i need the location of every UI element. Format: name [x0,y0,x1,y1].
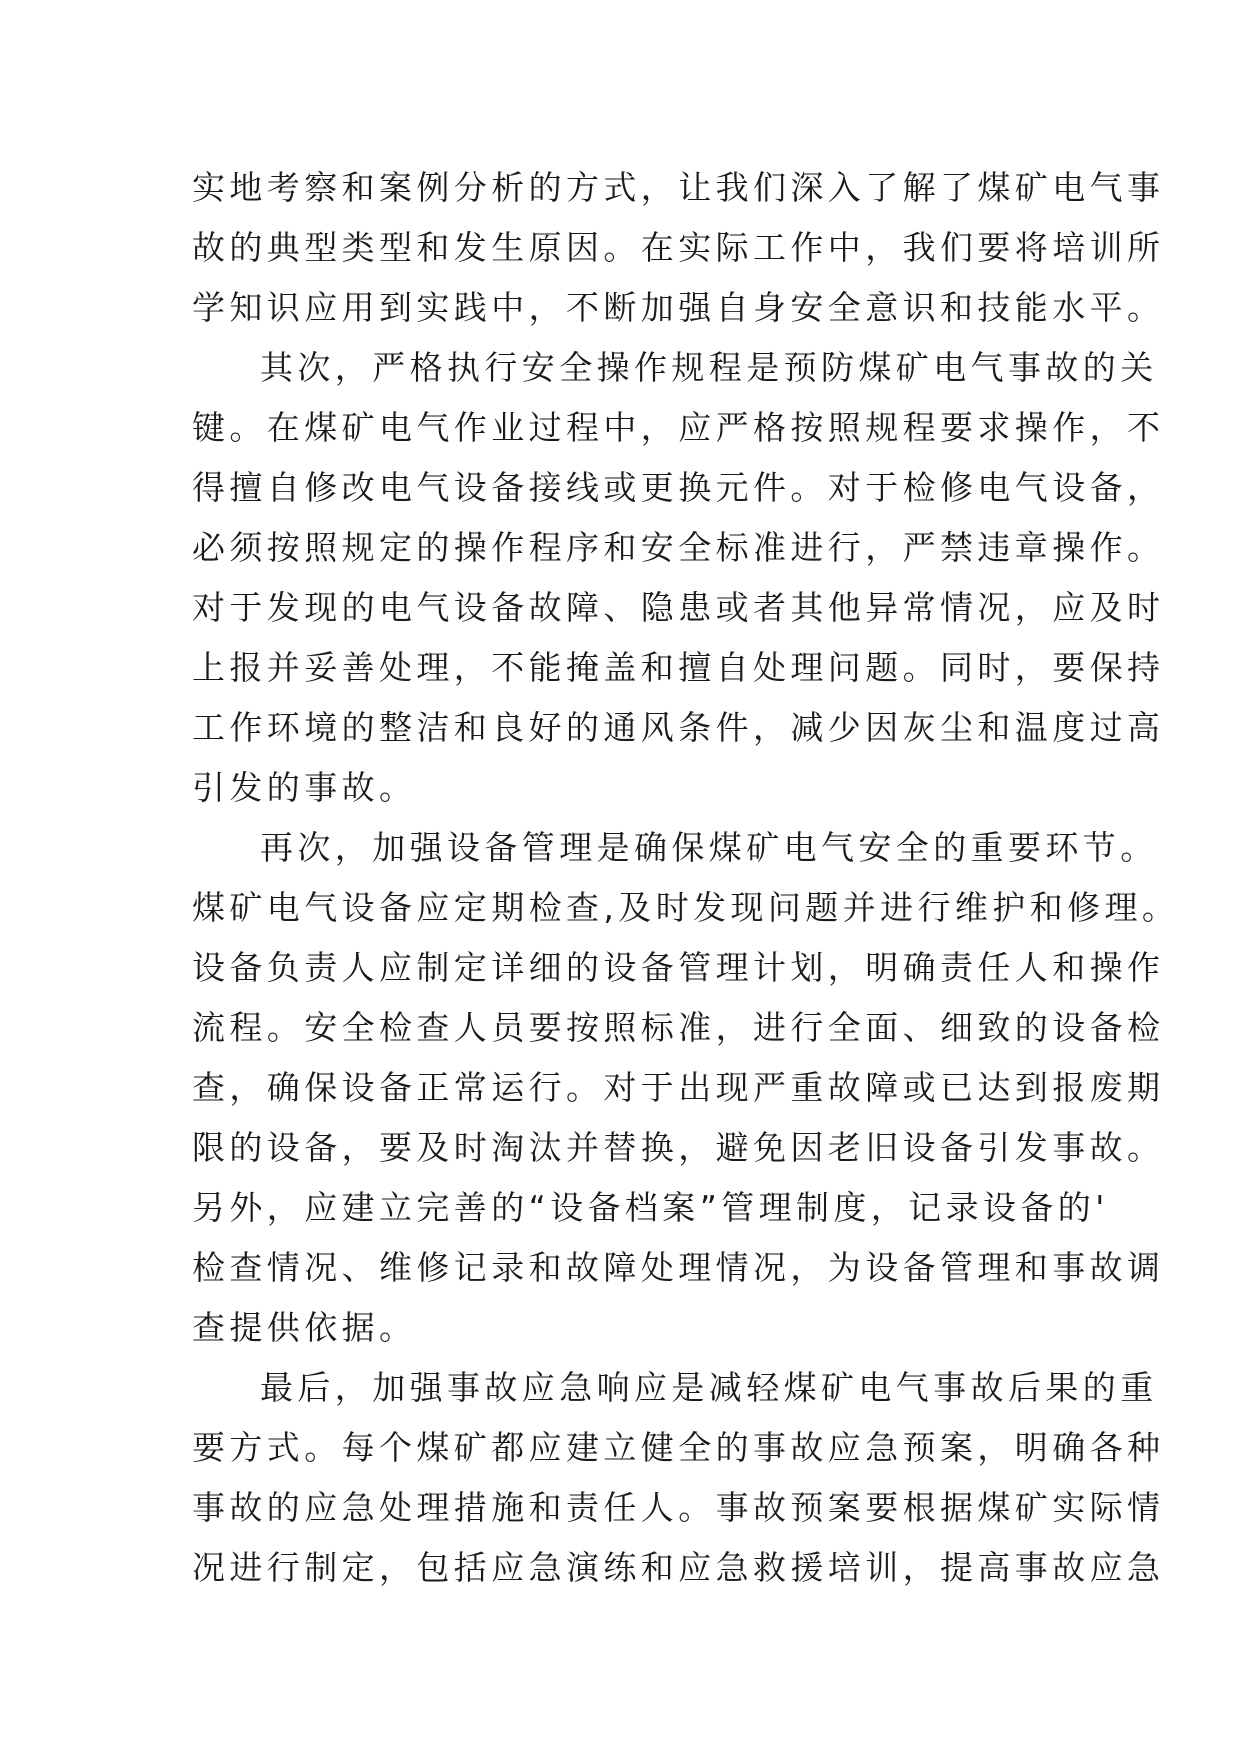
text-line: 查，确保设备正常运行。对于出现严重故障或已达到报废期 [192,1068,1165,1107]
paragraph-first-line: 最后，加强事故应急响应是减轻煤矿电气事故后果的重 [260,1368,1158,1407]
text-line: 上报并妥善处理，不能掩盖和擅自处理问题。同时，要保持 [192,648,1165,687]
text-line: 键。在煤矿电气作业过程中，应严格按照规程要求操作，不 [192,408,1165,447]
text-line: 工作环境的整洁和良好的通风条件，减少因灰尘和温度过高 [192,708,1165,747]
text-line: 故的典型类型和发生原因。在实际工作中，我们要将培训所 [192,228,1165,267]
text-line: 实地考察和案例分析的方式，让我们深入了解了煤矿电气事 [192,168,1165,207]
paragraph-first-line: 再次，加强设备管理是确保煤矿电气安全的重要环节。 [260,828,1158,867]
text-line: 查提供依据。 [192,1308,417,1347]
text-line: 要方式。每个煤矿都应建立健全的事故应急预案，明确各种 [192,1428,1165,1467]
text-line: 设备负责人应制定详细的设备管理计划，明确责任人和操作 [192,948,1165,987]
text-line: 学知识应用到实践中，不断加强自身安全意识和技能水平。 [192,288,1165,327]
text-line: 另外，应建立完善的“设备档案”管理制度，记录设备的' [192,1188,1109,1227]
text-line: 必须按照规定的操作程序和安全标准进行，严禁违章操作。 [192,528,1165,567]
text-line: 得擅自修改电气设备接线或更换元件。对于检修电气设备， [192,468,1165,507]
text-line: 引发的事故。 [192,768,417,807]
paragraph-first-line: 其次，严格执行安全操作规程是预防煤矿电气事故的关 [260,348,1158,387]
text-line: 煤矿电气设备应定期检查,及时发现问题并进行维护和修理。 [192,888,1180,927]
body-text [192,158,1180,1598]
text-line: 况进行制定，包括应急演练和应急救援培训，提高事故应急 [192,1548,1165,1587]
text-line: 限的设备，要及时淘汰并替换，避免因老旧设备引发事故。 [192,1128,1165,1167]
text-line: 检查情况、维修记录和故障处理情况，为设备管理和事故调 [192,1248,1165,1287]
text-line: 事故的应急处理措施和责任人。事故预案要根据煤矿实际情 [192,1488,1165,1527]
text-line: 对于发现的电气设备故障、隐患或者其他异常情况，应及时 [192,588,1165,627]
text-line: 流程。安全检查人员要按照标准，进行全面、细致的设备检 [192,1008,1165,1047]
